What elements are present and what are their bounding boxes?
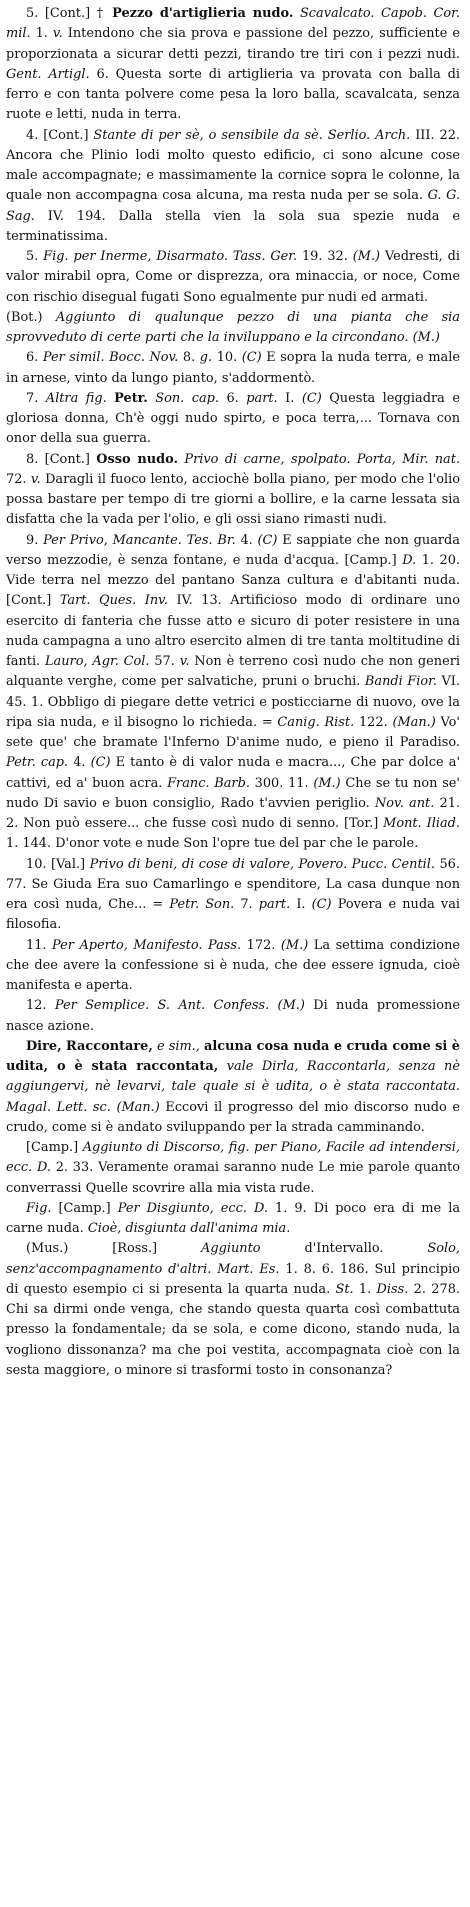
entry-sense-5-unarmed: 5. Fig. per Inerme, Disarmato. Tass. Ger. 19. 32. (M.) Vedresti, di valor mirabil opra, Come or disprezza, ora minaccia, or noce, Come con rischio disegual fugati Sono egualmente pur nudi ed armati. bbox=[6, 249, 460, 305]
entry-phrase-nuda-e-cruda: Dire, Raccontare, e sim., alcuna cosa nuda e cruda come si è udita, o è stata raccontata, vale Dirla, Raccontarla, senza nè aggiungervi, nè levarvi, tale quale si è udita, o è stata raccontata. Magal. Lett. sc. (Man.) Eccovi il progresso del mio discorso nudo e crudo, come si è andato sviluppando per la strada camminando. bbox=[6, 1038, 460, 1135]
entry-sense-12-simple: 12. Per Semplice. S. Ant. Confess. (M.) Di nuda promessione nasce azione. bbox=[6, 998, 460, 1034]
entry-sense-9-deprived: 9. Per Privo, Mancante. Tes. Br. 4. (C) E sappiate che non guarda verso mezzodie, è senza fontane, e nuda d'acqua. [Camp.] D. 1. 20. Vide terra nel mezzo del pantano Sanza cultura e d'abitanti nuda. [Cont.] Tart. Ques. Inv. IV. 13. Artificioso modo di ordinare uno esercito di fanteria che fusse atto e sicuro di poter resistere in una nuda campagna a uno altro esercito almen di tre tanta moltitudine di fanti. Lauro, Agr. Col. 57. v. Non è terreno così nudo che non generi alquante verghe, come per salvatiche, pruni o bruchi. Bandi Fior. VI. 45. 1. Obbligo di piegare dette vetrici e posticciarne di nuovo, ove la ripa sia nuda, e il bisogno lo richieda. = Canig. Rist. 122. (Man.) Vo' sete que' che bramate l'Inferno D'anime nudo, e pieno il Paradiso. Petr. cap. 4. (C) E tanto è di valor nuda e macra..., Che par dolce a' cattivi, ed a' buon acra. Franc. Barb. 300. 11. (M.) Che se tu non se' nudo Di savio e buon consiglio, Rado t'avvien periglio. Nov. ant. 21. 2. Non può essere... che fusse così nudo di senno. [Tor.] Mont. Iliad. 1. 144. D'onor vote e nude Son l'opre tue del par che le parole. bbox=[6, 532, 461, 852]
entry-sense-11-open: 11. Per Aperto, Manifesto. Pass. 172. (M.) La settima condizione che dee avere la confessione si è nuda, che dee essere ignuda, cioè manifesta e aperta. bbox=[6, 937, 460, 993]
entry-sense-6-simile: 6. Per simil. Bocc. Nov. 8. g. 10. (C) E sopra la nuda terra, e male in arnese, vinto da lungo pianto, s'addormentò. bbox=[6, 350, 460, 386]
entry-music-interval: (Mus.) [Ross.] Aggiunto d'Intervallo. Solo, senz'accompagnamento d'altri. Mart. Es. 1. 8. 6. 186. Sul principio di questo esempio ci si presenta la quarta nuda. St. 1. Diss. 2. 278. Chi sa dirmi onde venga, che stando questa quarta così combattuta presso la fondamentale; da se sola, e come dicono, stando nuda, la vogliono dissonanza? ma che poi vestita, accompagnata cioè con la sesta maggiore, o minore si trasformi tosto in consonanza? bbox=[6, 1241, 460, 1378]
entry-disjoined: Fig. [Camp.] Per Disgiunto, ecc. D. 1. 9. Di poco era di me la carne nuda. Cioè, disgiunta dall'anima mia. bbox=[6, 1200, 461, 1236]
entry-sense-5-artillery: 5. [Cont.] † Pezzo d'artiglieria nudo. Scavalcato. Capob. Cor. mil. 1. v. Intendono che sia prova e passione del pezzo, sufficiente e proporzionata a sicurar detti pezzi, tirando tre tiri con i pezzi nudi. Gent. Artigl. 6. Questa sorte di artiglieria va provata con balla di ferro e con tanta polvere come pesa la loro balla, scavalcata, senza ruote e letti, nuda in terra. bbox=[6, 6, 460, 123]
entry-discourse: [Camp.] Aggiunto di Discorso, fig. per Piano, Facile ad intendersi, ecc. D. 2. 33. Veramente oramai saranno nude Le mie parole quanto converrassi Quelle scovrire alla mia vista rude. bbox=[6, 1140, 461, 1196]
entry-botany: (Bot.) Aggiunto di qualunque pezzo di una pianta che sia sprovveduto di certe parti che la inviluppano e la circondano. (M.) bbox=[6, 309, 460, 345]
entry-sense-4-standing-alone: 4. [Cont.] Stante di per sè, o sensibile da sè. Serlio. Arch. III. 22. Ancora che Plinio lodi molto questo edificio, ci sono alcune cose male accompagnate; e massimamente la cornice sopra le colonne, la quale non accompagna cosa alcuna, ma resta nuda per se sola. G. G. Sag. IV. 194. Dalla stella vien la sola sua spezie nuda e terminatissima. bbox=[6, 127, 461, 244]
entry-sense-7-figurative: 7. Altra fig. Petr. Son. cap. 6. part. I. (C) Questa leggiadra e gloriosa donna, Ch'è oggi nudo spirto, e poca terra,... Tornava con onor della sua guerra. bbox=[6, 390, 460, 447]
entry-sense-10-poor: 10. [Val.] Privo di beni, di cose di valore, Povero. Pucc. Centil. 56. 77. Se Giuda Era suo Camarlingo e spenditore, La casa dunque non era così nuda, Che... = Petr. Son. 7. part. I. (C) Povera e nuda vai filosofia. bbox=[6, 856, 460, 933]
entry-sense-8-bare-bone: 8. [Cont.] Osso nudo. Privo di carne, spolpato. Porta, Mir. nat. 72. v. Daragli il fuoco lento, acciochè bolla piano, per modo che l'olio possa bastare per tempo di tre giorni a bollire, e la carne lessata sia disfatta che la vada per l'olio, e gli ossi siano rimasti nudi. bbox=[6, 451, 460, 528]
